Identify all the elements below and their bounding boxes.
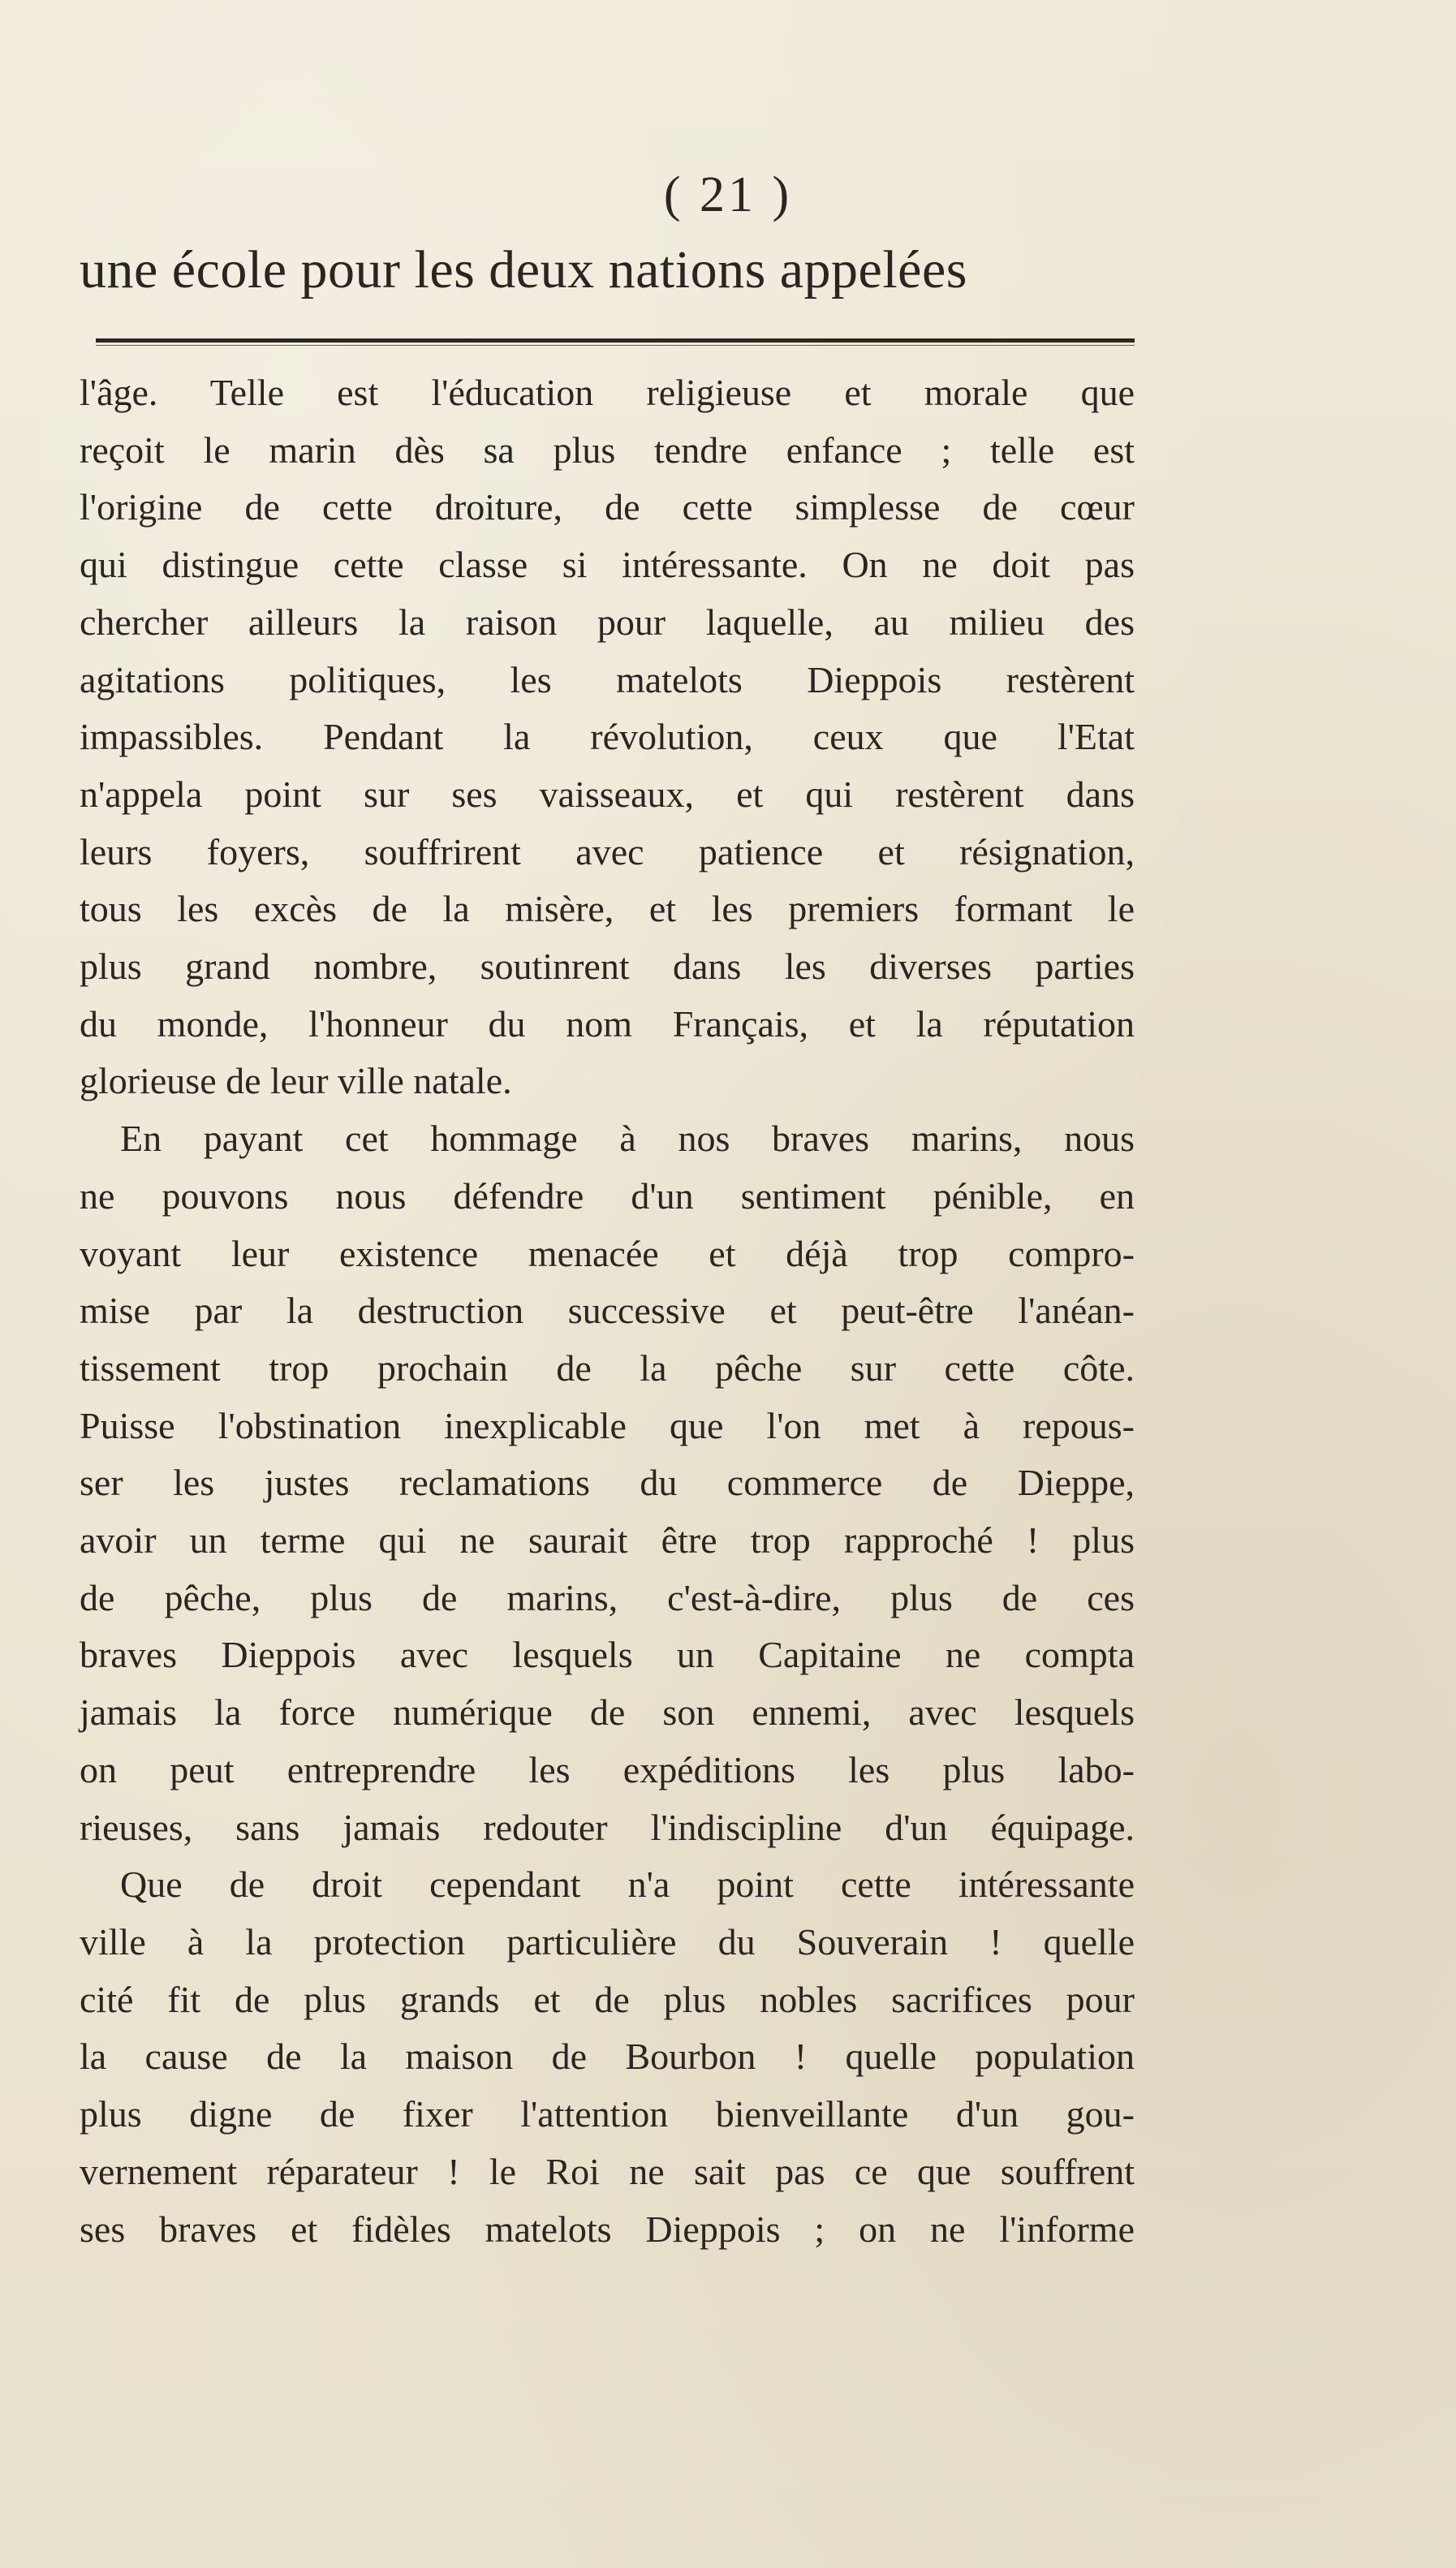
text-line: ville à la protection particulière du Souverain ! quelle <box>80 1920 1135 1963</box>
text-line: plus digne de fixer l'attention bienveillante d'un gou- <box>80 2093 1135 2135</box>
text-line: cité fit de plus grands et de plus nobles sacrifices pour <box>80 1978 1135 2020</box>
paragraph-3 <box>80 1856 1135 2258</box>
text-line: n'appela point sur ses vaisseaux, et qui restèrent dans <box>80 773 1135 815</box>
text-line: plus grand nombre, soutinrent dans les diverses parties <box>80 946 1135 988</box>
text-line: agitations politiques, les matelots Dieppois restèrent <box>80 658 1135 700</box>
text-line: mise par la destruction successive et peut-être l'anéan- <box>80 1290 1135 1332</box>
text-line: En payant cet hommage à nos braves marins, nous <box>120 1118 1135 1160</box>
text-line: chercher ailleurs la raison pour laquelle, au milieu des <box>80 601 1135 643</box>
text-line: ses braves et fidèles matelots Dieppois ; on ne l'informe <box>80 2208 1135 2250</box>
text-line: glorieuse de leur ville natale. <box>80 1060 512 1102</box>
text-line: Que de droit cependant n'a point cette intéressante <box>120 1864 1135 1906</box>
text-line: impassibles. Pendant la révolution, ceux que l'Etat <box>80 716 1135 758</box>
text-line: tissement trop prochain de la pêche sur cette côte. <box>80 1346 1135 1389</box>
text-line: rieuses, sans jamais redouter l'indiscipline d'un équipage. <box>80 1806 1135 1848</box>
running-head: une école pour les deux nations appelées <box>80 240 967 299</box>
text-line: l'âge. Telle est l'éducation religieuse et morale que <box>80 372 1135 413</box>
text-line: braves Dieppois avec lesquels un Capitaine ne compta <box>80 1634 1135 1676</box>
text-line: Puisse l'obstination inexplicable que l'on met à repous- <box>80 1404 1135 1446</box>
text-line: on peut entreprendre les expéditions les plus labo- <box>80 1748 1135 1790</box>
text-line: jamais la force numérique de son ennemi, avec lesquels <box>80 1691 1135 1734</box>
text-line: leurs foyers, souffrirent avec patience et résignation, <box>80 830 1135 873</box>
text-line: voyant leur existence menacée et déjà trop compro- <box>80 1232 1135 1274</box>
text-line: de pêche, plus de marins, c'est-à-dire, plus de ces <box>80 1576 1135 1618</box>
text-line: tous les excès de la misère, et les premiers formant le <box>80 888 1135 930</box>
text-line: ser les justes reclamations du commerce de Dieppe, <box>80 1462 1135 1504</box>
header-rule-thin <box>96 345 1135 346</box>
paragraph-2 <box>80 1110 1135 1856</box>
text-line: reçoit le marin dès sa plus tendre enfance ; telle est <box>80 429 1135 471</box>
text-line: la cause de la maison de Bourbon ! quelle population <box>80 2036 1135 2078</box>
text-line: l'origine de cette droiture, de cette simplesse de cœur <box>80 486 1135 528</box>
text-line: qui distingue cette classe si intéressante. On ne doit pas <box>80 544 1135 586</box>
paragraph-1 <box>80 364 1135 1110</box>
text-line: ne pouvons nous défendre d'un sentiment pénible, en <box>80 1174 1135 1217</box>
page-number: ( 21 ) <box>663 167 793 222</box>
text-line: du monde, l'honneur du nom Français, et la réputation <box>80 1002 1135 1045</box>
text-line: avoir un terme qui ne saurait être trop rapproché ! plus <box>80 1519 1135 1562</box>
header-rule <box>96 338 1135 343</box>
text-line: vernement réparateur ! le Roi ne sait pas ce que souffrent <box>80 2150 1135 2192</box>
body-text <box>80 364 1135 2258</box>
